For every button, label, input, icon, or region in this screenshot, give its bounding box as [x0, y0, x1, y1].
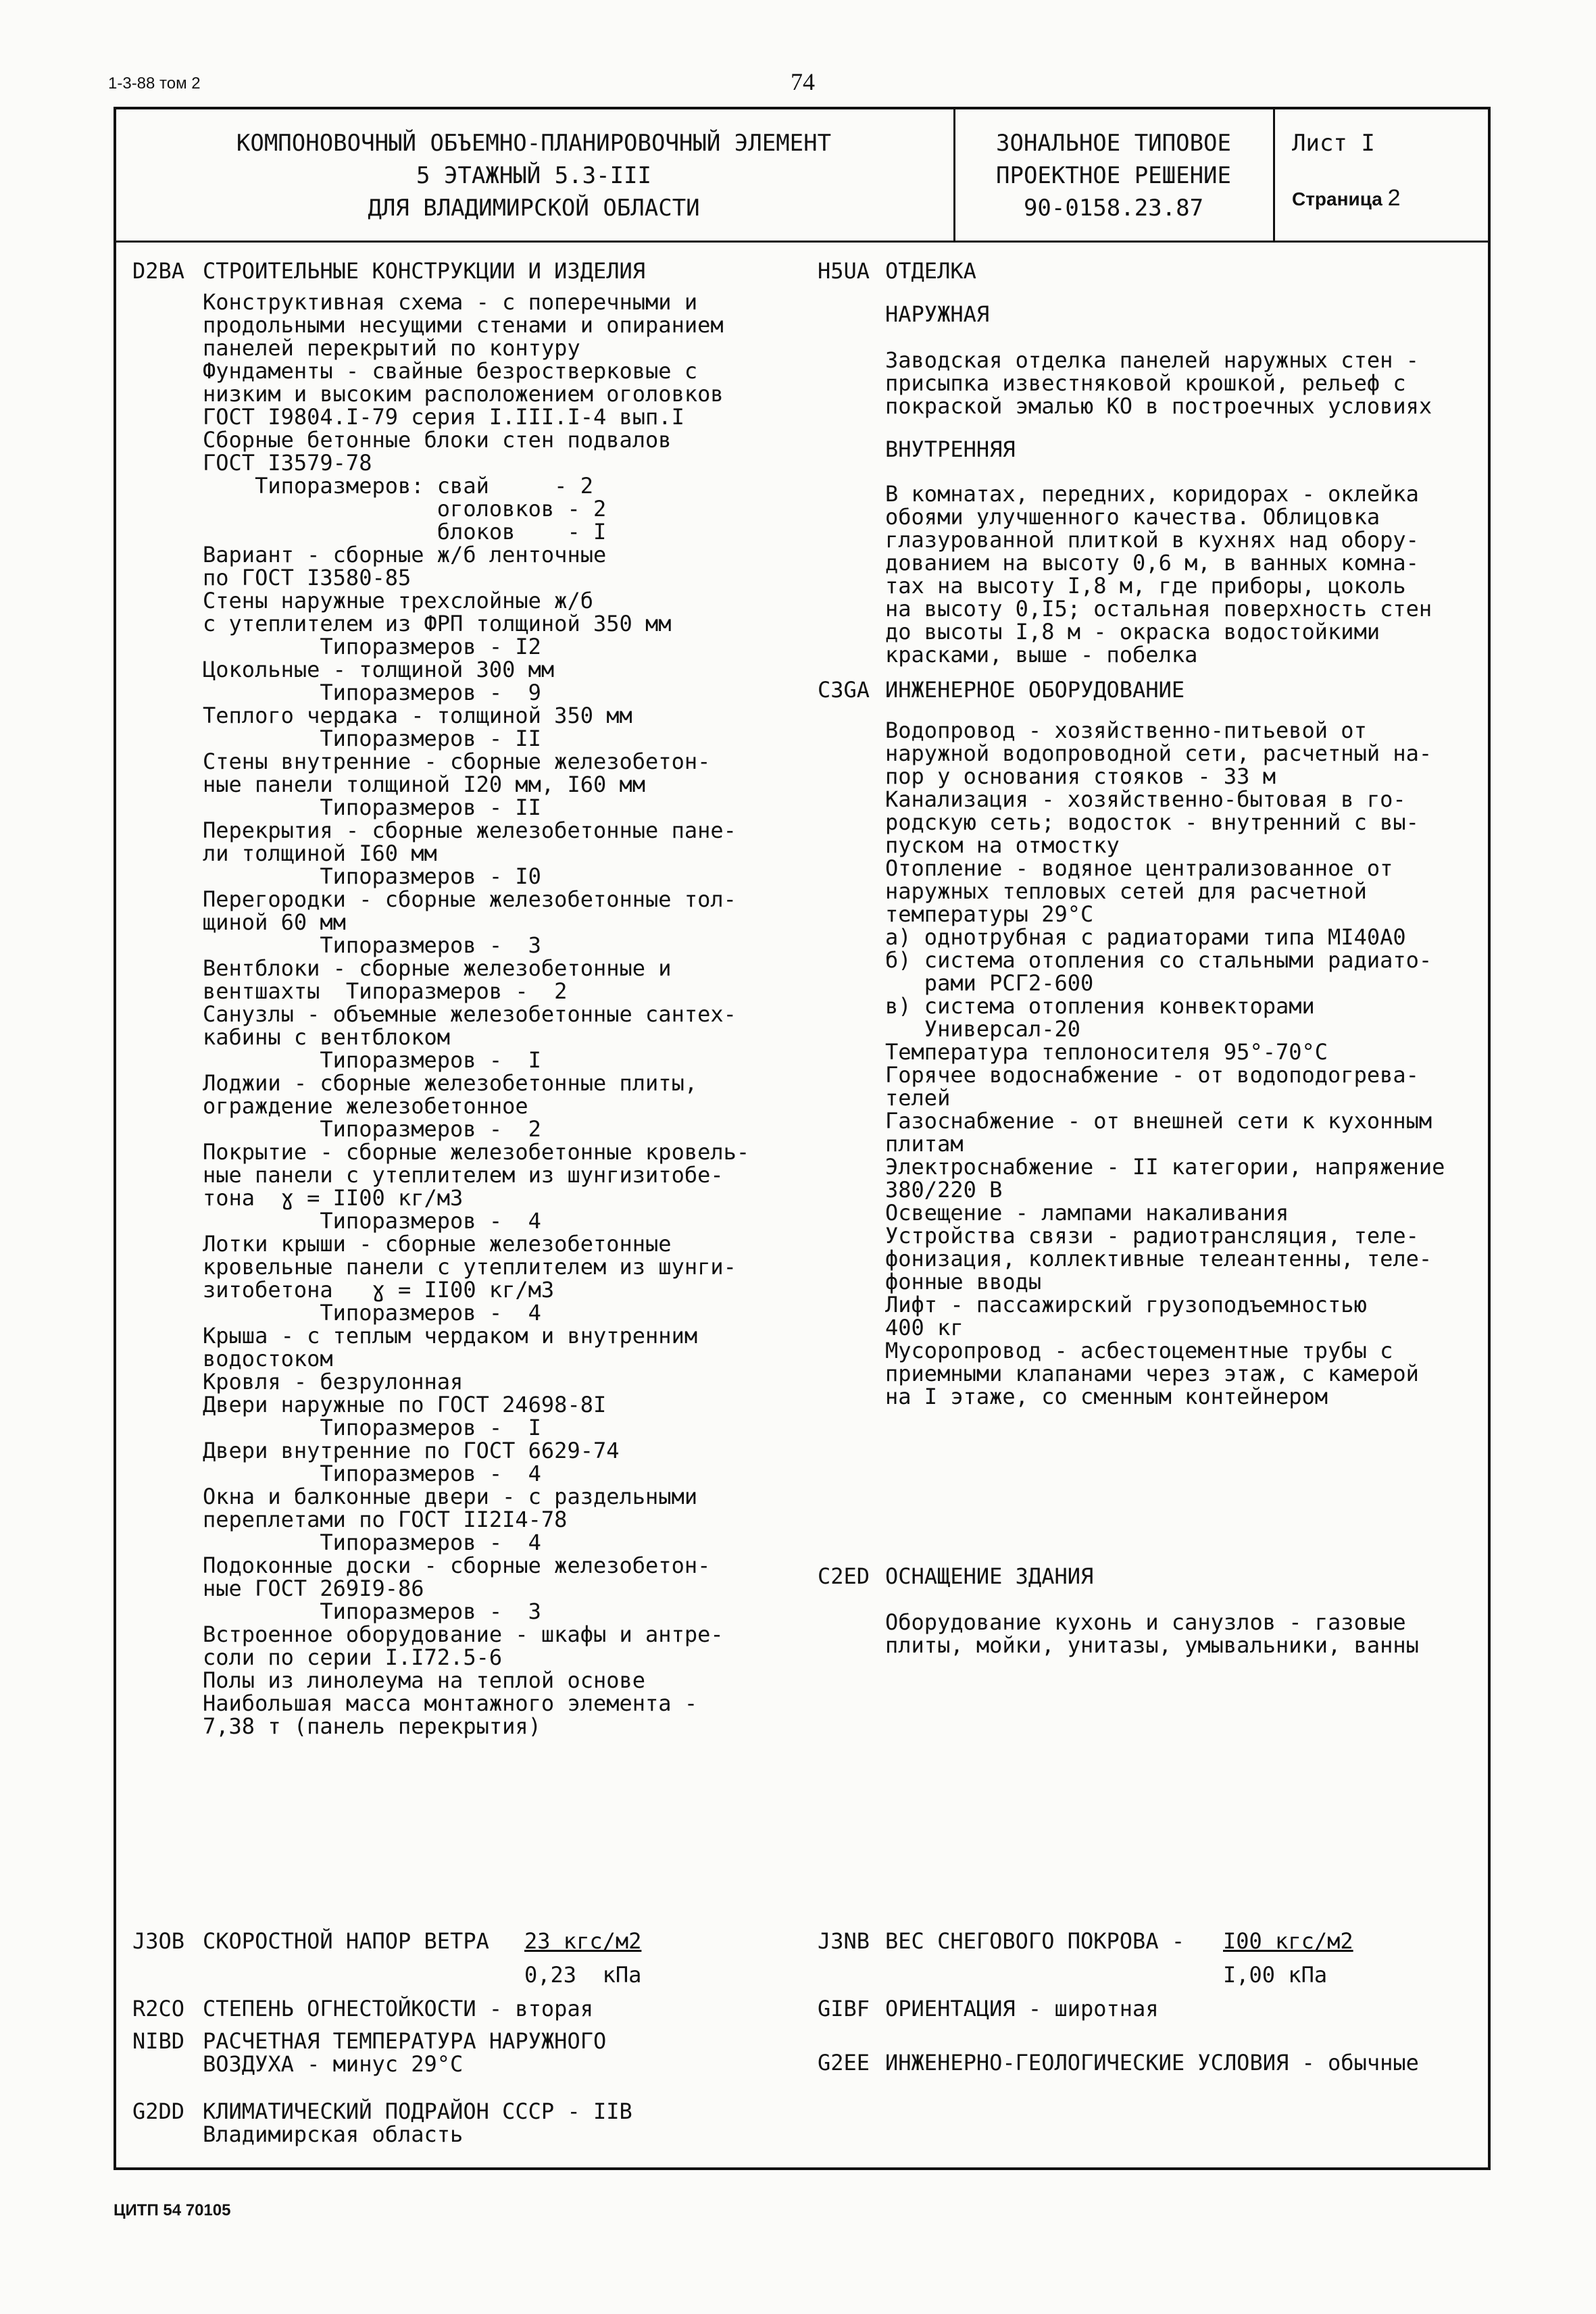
climate-line-1: КЛИМАТИЧЕСКИЙ ПОДРАЙОН СССР - IIВ: [203, 2098, 632, 2124]
engineering-line: 400 кг: [885, 1315, 964, 1340]
construction-line: Типоразмеров - I2: [203, 634, 541, 659]
construction-line: Вариант - сборные ж/б ленточные: [203, 542, 607, 568]
wind-value: 23 кгс/м2: [524, 1928, 642, 1954]
construction-line: продольными несущими стенами и опиранием: [203, 312, 724, 338]
construction-line: оголовков - 2: [203, 496, 607, 522]
engineering-line: на I этаже, со сменным контейнером: [885, 1384, 1328, 1409]
construction-line: Типоразмеров - II: [203, 795, 541, 820]
engineering-line: Электроснабжение - II категории, напряжение: [885, 1154, 1445, 1180]
section-code-equipment: C2ED: [818, 1563, 870, 1589]
engineering-line: Температура теплоносителя 95°-70°С: [885, 1039, 1328, 1065]
page-label-text: Страница: [1292, 188, 1382, 209]
inner-finish-line: дованием на высоту 0,6 м, в ванных комна-: [885, 550, 1419, 576]
section-title-finish: ОТДЕЛКА: [885, 258, 976, 284]
construction-line: Двери наружные по ГОСТ 24698-8I: [203, 1392, 607, 1417]
section-title-engineering: ИНЖЕНЕРНОЕ ОБОРУДОВАНИЕ: [885, 677, 1185, 703]
engineering-line: наружных тепловых сетей для расчетной: [885, 878, 1367, 904]
construction-line: соли по серии I.I72.5-6: [203, 1644, 503, 1670]
inner-finish-line: на высоту 0,I5; остальная поверхность стен: [885, 596, 1432, 622]
construction-line: ГОСТ I3579-78: [203, 450, 372, 476]
engineering-line: 380/220 В: [885, 1177, 1003, 1203]
page-number: 74: [791, 68, 815, 95]
construction-line: ные панели толщиной I20 мм, I60 мм: [203, 772, 646, 797]
construction-line: Типоразмеров: свай - 2: [203, 473, 593, 499]
engineering-line: фонизация, коллективные телеантенны, теле-: [885, 1246, 1432, 1272]
element-title-line-2: 5 ЭТАЖНЫЙ 5.3-III: [416, 162, 651, 189]
construction-line: Типоразмеров - 9: [203, 680, 541, 705]
construction-line: Перекрытия - сборные железобетонные пане-: [203, 818, 737, 843]
engineering-line: Водопровод - хозяйственно-питьевой от: [885, 718, 1367, 743]
construction-line: переплетами по ГОСТ II2I4-78: [203, 1507, 568, 1532]
construction-line: ные панели с утеплителем из шунгизитобе-: [203, 1162, 724, 1188]
construction-line: низким и высоким расположением оголовков: [203, 381, 724, 407]
inner-finish-line: до высоты I,8 м - окраска водостойкими: [885, 619, 1380, 645]
wind-label: СКОРОСТНОЙ НАПОР ВЕТРА: [203, 1928, 489, 1954]
engineering-line: пуском на отмостку: [885, 832, 1120, 858]
construction-line: Покрытие - сборные железобетонные кровель-: [203, 1139, 750, 1165]
engineering-line: Универсал-20: [885, 1016, 1080, 1042]
construction-line: 7,38 т (панель перекрытия): [203, 1713, 541, 1739]
construction-line: Типоразмеров - I: [203, 1415, 541, 1440]
equipment-line: плиты, мойки, унитазы, умывальники, ванны: [885, 1632, 1419, 1658]
construction-line: Полы из линолеума на теплой основе: [203, 1667, 646, 1693]
section-title-construction: СТРОИТЕЛЬНЫЕ КОНСТРУКЦИИ И ИЗДЕЛИЯ: [203, 258, 646, 284]
solution-line-2: ПРОЕКТНОЕ РЕШЕНИЕ: [996, 162, 1231, 189]
engineering-line: Горячее водоснабжение - от водоподогрева-: [885, 1062, 1419, 1088]
page-label: [1292, 185, 1401, 211]
inner-finish-line: глазурованной плиткой в кухнях над обору-: [885, 527, 1419, 553]
snow-code: J3NB: [818, 1928, 870, 1954]
engineering-line: пор у основания стояков - 33 м: [885, 763, 1276, 789]
engineering-line: приемными клапанами через этаж, с камерой: [885, 1361, 1419, 1386]
construction-line: Окна и балконные двери - с раздельными: [203, 1484, 698, 1509]
climate-code: G2DD: [132, 2098, 185, 2124]
temperature-line-2: ВОЗДУХА - минус 29°С: [203, 2051, 464, 2077]
engineering-line: в) система отопления конвекторами: [885, 993, 1315, 1019]
construction-line: Типоразмеров - 3: [203, 1599, 541, 1624]
engineering-lines: [885, 719, 1445, 1408]
construction-line: Типоразмеров - I: [203, 1047, 541, 1073]
inner-finish-title: ВНУТРЕННЯЯ: [885, 436, 1016, 462]
equipment-lines: [885, 1611, 1419, 1657]
engineering-line: Мусоропровод - асбестоцементные трубы с: [885, 1338, 1393, 1363]
construction-line: Санузлы - объемные железобетонные сантех-: [203, 1001, 737, 1027]
construction-line: Сборные бетонные блоки стен подвалов: [203, 427, 672, 453]
engineering-line: телей: [885, 1085, 951, 1111]
construction-line: Наибольшая масса монтажного элемента -: [203, 1690, 698, 1716]
construction-line: Лотки крыши - сборные железобетонные: [203, 1231, 672, 1257]
title-block-separator-1: [953, 107, 955, 241]
orientation: ОРИЕНТАЦИЯ - широтная: [885, 1996, 1159, 2021]
construction-line: Стены внутренние - сборные железобетон-: [203, 749, 711, 774]
inner-finish-lines: [885, 482, 1432, 666]
temperature-code: NIBD: [132, 2028, 185, 2054]
solution-line-1: ЗОНАЛЬНОЕ ТИПОВОЕ: [996, 130, 1231, 157]
fire-resistance: СТЕПЕНЬ ОГНЕСТОЙКОСТИ - вторая: [203, 1996, 593, 2021]
construction-line: панелей перекрытий по контуру: [203, 335, 580, 361]
construction-line: Типоразмеров - 2: [203, 1116, 541, 1142]
inner-finish-line: красками, выше - побелка: [885, 642, 1198, 668]
construction-line: Кровля - безрулонная: [203, 1369, 464, 1394]
construction-line: по ГОСТ I3580-85: [203, 565, 412, 590]
geology-conditions: ИНЖЕНЕРНО-ГЕОЛОГИЧЕСКИЕ УСЛОВИЯ - обычные: [885, 2050, 1419, 2076]
solution-code: 90-0158.23.87: [1023, 195, 1204, 222]
climate-line-2: Владимирская область: [203, 2121, 464, 2147]
construction-line: ли толщиной I60 мм: [203, 840, 437, 866]
outer-finish-line: Заводская отделка панелей наружных стен -: [885, 347, 1419, 373]
construction-line: ные ГОСТ 269I9-86: [203, 1576, 424, 1601]
snow-value: I00 кгс/м2: [1223, 1928, 1353, 1954]
outer-finish-line: присыпка известняковой крошкой, рельеф с: [885, 370, 1406, 396]
construction-line: Лоджии - сборные железобетонные плиты,: [203, 1070, 698, 1096]
wind-value-kpa: 0,23 кПа: [524, 1962, 642, 1988]
inner-finish-line: тах на высоту I,8 м, где приборы, цоколь: [885, 573, 1406, 599]
engineering-line: Лифт - пассажирский грузоподъемностью: [885, 1292, 1367, 1317]
outer-finish-title: НАРУЖНАЯ: [885, 301, 990, 327]
construction-line: Типоразмеров - 3: [203, 932, 541, 958]
construction-line: кабины с вентблоком: [203, 1024, 451, 1050]
construction-line: Типоразмеров - I0: [203, 863, 541, 889]
construction-line: Типоразмеров - 4: [203, 1530, 541, 1555]
engineering-line: температуры 29°С: [885, 901, 1094, 927]
engineering-line: наружной водопроводной сети, расчетный на-: [885, 740, 1432, 766]
construction-line: Крыша - с теплым чердаком и внутренним: [203, 1323, 698, 1349]
engineering-line: родскую сеть; водосток - внутренний с вы-: [885, 809, 1419, 835]
construction-line: Стены наружные трехслойные ж/б: [203, 588, 593, 613]
element-title: [118, 127, 949, 224]
construction-line: кровельные панели с утеплителем из шунги-: [203, 1254, 737, 1280]
construction-line: Теплого чердака - толщиной 350 мм: [203, 703, 632, 728]
inner-finish-line: В комнатах, передних, коридорах - оклейка: [885, 481, 1419, 507]
engineering-line: Отопление - водяное централизованное от: [885, 855, 1393, 881]
document-reference: 1-3-88 том 2: [108, 74, 201, 93]
snow-label: ВЕС СНЕГОВОГО ПОКРОВА -: [885, 1928, 1185, 1954]
engineering-line: фонные вводы: [885, 1269, 1042, 1294]
equipment-line: Оборудование кухонь и санузлов - газовые: [885, 1609, 1406, 1635]
wind-code: J3OB: [132, 1928, 185, 1954]
title-block-separator-2: [1273, 107, 1275, 241]
section-code-engineering: C3GA: [818, 677, 870, 703]
construction-line: ГОСТ I9804.I-79 серия I.III.I-4 вып.I: [203, 404, 684, 430]
outer-finish-line: покраской эмалью КО в построечных условиях: [885, 393, 1432, 419]
construction-line: Конструктивная схема - с поперечными и: [203, 289, 698, 315]
construction-line: Типоразмеров - 4: [203, 1300, 541, 1326]
construction-lines: [203, 291, 749, 1738]
construction-line: Вентблоки - сборные железобетонные и: [203, 955, 672, 981]
construction-line: с утеплителем из ФРП толщиной 350 мм: [203, 611, 672, 636]
construction-line: Типоразмеров - II: [203, 726, 541, 751]
construction-line: Фундаменты - свайные безростверковые с: [203, 358, 698, 384]
construction-line: тона ɣ = II00 кг/м3: [203, 1185, 464, 1211]
construction-line: зитобетона ɣ = II00 кг/м3: [203, 1277, 555, 1303]
section-code-construction: D2BA: [132, 258, 185, 284]
construction-line: Цокольные - толщиной 300 мм: [203, 657, 555, 682]
construction-line: Типоразмеров - 4: [203, 1208, 541, 1234]
engineering-line: Канализация - хозяйственно-бытовая в го-: [885, 786, 1406, 812]
outer-finish-lines: [885, 349, 1432, 418]
page-label-value: 2: [1387, 185, 1401, 211]
engineering-line: плитам: [885, 1131, 964, 1157]
construction-line: Подоконные доски - сборные железобетон-: [203, 1553, 711, 1578]
construction-line: водостоком: [203, 1346, 333, 1372]
footer-stamp: ЦИТП 54 70105: [114, 2201, 231, 2219]
construction-line: Встроенное оборудование - шкафы и антре-: [203, 1621, 724, 1647]
construction-line: блоков - I: [203, 519, 607, 545]
construction-line: вентшахты Типоразмеров - 2: [203, 978, 568, 1004]
engineering-line: рами РСГ2-600: [885, 970, 1094, 996]
orientation-code: GIBF: [818, 1996, 870, 2021]
engineering-line: а) однотрубная с радиаторами типа МI40А0: [885, 924, 1406, 950]
section-title-equipment: ОСНАЩЕНИЕ ЗДАНИЯ: [885, 1563, 1094, 1589]
section-code-finish: H5UA: [818, 258, 870, 284]
engineering-line: Устройства связи - радиотрансляция, теле-: [885, 1223, 1419, 1249]
snow-value-kpa: I,00 кПа: [1223, 1962, 1328, 1988]
sheet-label: Лист I: [1292, 130, 1375, 157]
engineering-line: Освещение - лампами накаливания: [885, 1200, 1289, 1226]
title-block-divider: [114, 241, 1491, 243]
element-title-line-3: ДЛЯ ВЛАДИМИРСКОЙ ОБЛАСТИ: [368, 195, 700, 222]
solution-title: [958, 127, 1269, 224]
construction-line: ограждение железобетонное: [203, 1093, 528, 1119]
inner-finish-line: обоями улучшенного качества. Облицовка: [885, 504, 1380, 530]
geology-code: G2EE: [818, 2050, 870, 2076]
construction-line: Перегородки - сборные железобетонные тол-: [203, 886, 737, 912]
engineering-line: Газоснабжение - от внешней сети к кухонным: [885, 1108, 1432, 1134]
construction-line: Двери внутренние по ГОСТ 6629-74: [203, 1438, 620, 1463]
fire-code: R2CO: [132, 1996, 185, 2021]
construction-line: щиной 60 мм: [203, 909, 346, 935]
engineering-line: б) система отопления со стальными радиато-: [885, 947, 1432, 973]
construction-line: Типоразмеров - 4: [203, 1461, 541, 1486]
temperature-line-1: РАСЧЕТНАЯ ТЕМПЕРАТУРА НАРУЖНОГО: [203, 2028, 607, 2054]
element-title-line-1: КОМПОНОВОЧНЫЙ ОБЪЕМНО-ПЛАНИРОВОЧНЫЙ ЭЛЕМЕНТ: [236, 130, 832, 157]
